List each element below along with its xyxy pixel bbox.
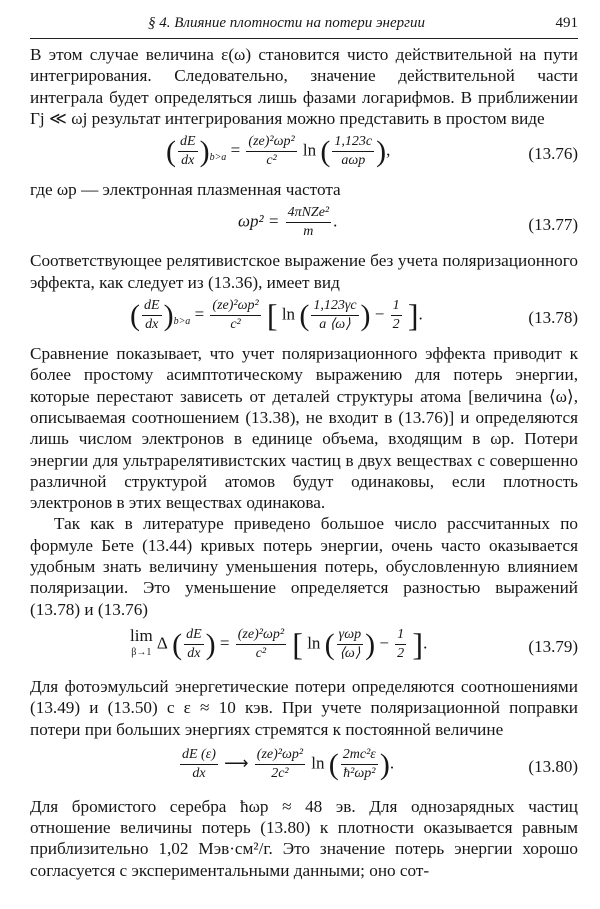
paragraph-5: Так как в литературе приведено большое число рассчитанных по формуле Бете (13.44) кривых потерь энергии, очень часто оказывается удобным знать величину уменьшения потерь, обусловленную влиянием поляризации. Это уменьшение определяется разностью выражений (13.78) и (13.76) (30, 514, 578, 619)
paragraph-2: где ωp — электронная плазменная частота (30, 180, 341, 200)
paragraph-4: Сравнение показывает, что учет поляризационного эффекта приводит к более простому асимптотическому выражению для потерь энергии, которые перестают зависеть от деталей структуры атома [величина ⟨ω⟩, описываемая соотношением (13.38), не входит в (13.76)] и определяются лишь числом электронов в единице объема, входящим в ωp. Потери энергии для ультрарелятивистских частиц в двух веществах с совершенно различной структурой атомов будут одинаковы, если плотность электронов в этих веществах одинакова. (30, 344, 578, 513)
equation-number: (13.76) (528, 144, 578, 164)
running-header (30, 12, 578, 39)
paragraph-7: Для бромистого серебра ħωp ≈ 48 эв. Для однозарядных частиц отношение величины потерь (13.80) к плотности оказывается равным приблизительно 1,02 Мэв·см²/г. Это значение потерь энергии хорошо согласуется с экспериментальными данными; оно сот- (30, 796, 578, 880)
equation-13-79: lim β→1 Δ ( $\frac{dE}{dx}$ ) = $\frac{\text{(ze)²ωp²}}{\text{c²}}$ [ ln ( $\frac{\text{γωp}}{⟨\omega⟩}$ ) − $\frac{1}{2}$ ]. (13.79) (130, 625, 578, 662)
page-body (30, 44, 578, 881)
paragraph-1: В этом случае величина ε(ω) становится чисто действительной на пути интегрирования. Следовательно, значение действительной части интеграла будет определяться лишь фазами логарифмов. В приближении Γj ≪ ωj результат интегрирования можно представить в простом виде (30, 45, 578, 128)
equation-13-77: ωp² = $\frac{\text{4πNZe²}}{m}$ . (13.77) (238, 205, 578, 240)
paragraph-3: Соответствующее релятивистское выражение без учета поляризационного эффекта, как следует из (13.36), имеет вид (30, 251, 578, 292)
equation-13-78: ( $\frac{dE}{dx}$ )$_{b>a}$ = $\frac{\text{(ze)²ωp²}}{\text{c²}}$ [ ln ( $\frac{1,123\gamma c}{a ⟨\omega⟩}$ ) − $\frac{1}{2}$ ]. (13.78) (130, 296, 578, 333)
equation-number: (13.78) (528, 308, 578, 328)
page-number: 491 (555, 15, 578, 31)
section-title: § 4. Влияние плотности на потери энергии (148, 15, 426, 31)
equation-13-80: $\frac{dE (\varepsilon)}{dx}$ ⟶ $\frac{\text{(ze)²ωp²}}{\text{2c²}}$ ln ( $\frac{\text{2mc²ε}}{\text{ħ²ωp²}}$ ). (13.80) (182, 746, 578, 781)
equation-number: (13.80) (528, 756, 578, 776)
equation-number: (13.79) (528, 636, 578, 656)
paragraph-6: Для фотоэмульсий энергетические потери определяются соотношениями (13.49) и (13.50) с ε ≈ 10 кэв. При учете поляризационной поправки потери при больших энергиях стремятся к постоянной величине (30, 676, 578, 739)
equation-13-76: ( $\frac{dE}{dx}$ )$_{b>a}$ = $\frac{\text{(ze)²ωp²}}{\text{c²}}$ ln ( $\frac{1,123c}{\text{aωp}}$ ), (13.76) (166, 134, 578, 169)
equation-number: (13.77) (528, 215, 578, 235)
